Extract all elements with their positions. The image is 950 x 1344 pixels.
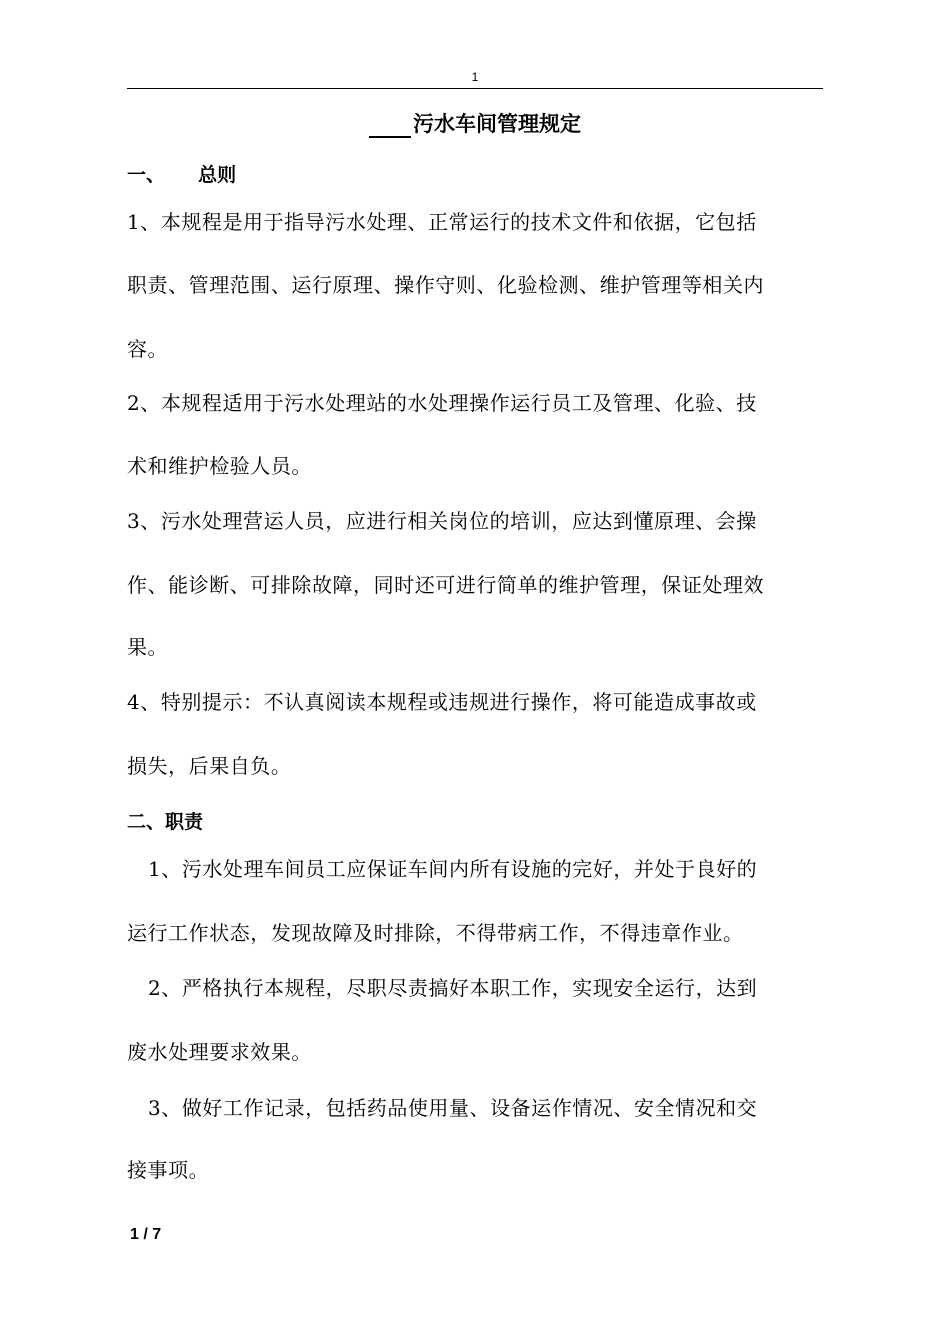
header-rule	[127, 88, 823, 89]
paragraph-line: 运行工作状态，发现故障及时排除，不得带病工作，不得违章作业。	[127, 921, 744, 945]
paragraph-line: 接事项。	[127, 1158, 210, 1182]
title-text: 污水车间管理规定	[413, 112, 581, 136]
document-title	[0, 108, 950, 138]
paragraph-line: 作、能诊断、可排除故障，同时还可进行简单的维护管理，保证处理效	[127, 573, 765, 597]
paragraph-line: 3、做好工作记录，包括药品使用量、设备运作情况、安全情况和交	[148, 1096, 758, 1120]
paragraph-line: 1、污水处理车间员工应保证车间内所有设施的完好，并处于良好的	[148, 857, 758, 881]
paragraph-line: 2、本规程适用于污水处理站的水处理操作运行员工及管理、化验、技	[127, 391, 757, 415]
paragraph-line: 职责、管理范围、运行原理、操作守则、化验检测、维护管理等相关内	[127, 273, 765, 297]
paragraph-line: 废水处理要求效果。	[127, 1040, 312, 1064]
header-page-number: 1	[471, 70, 479, 84]
paragraph-line: 1、本规程是用于指导污水处理、正常运行的技术文件和依据，它包括	[127, 210, 757, 234]
section-heading-duties: 二、职责	[127, 811, 204, 833]
paragraph-line: 2、严格执行本规程，尽职尽责搞好本职工作，实现安全运行，达到	[148, 976, 758, 1000]
paragraph-line: 术和维护检验人员。	[127, 454, 312, 478]
section-heading-general: 一、 总则	[127, 164, 237, 186]
paragraph-line: 损失，后果自负。	[127, 754, 292, 778]
title-blank-underline	[369, 116, 411, 138]
paragraph-line: 果。	[127, 635, 169, 659]
paragraph-line: 4、特别提示：不认真阅读本规程或违规进行操作，将可能造成事故或	[127, 690, 757, 714]
paragraph-line: 容。	[127, 337, 169, 361]
footer-page-indicator: 1 / 7	[130, 1226, 162, 1243]
paragraph-line: 3、污水处理营运人员，应进行相关岗位的培训，应达到懂原理、会操	[127, 509, 757, 533]
